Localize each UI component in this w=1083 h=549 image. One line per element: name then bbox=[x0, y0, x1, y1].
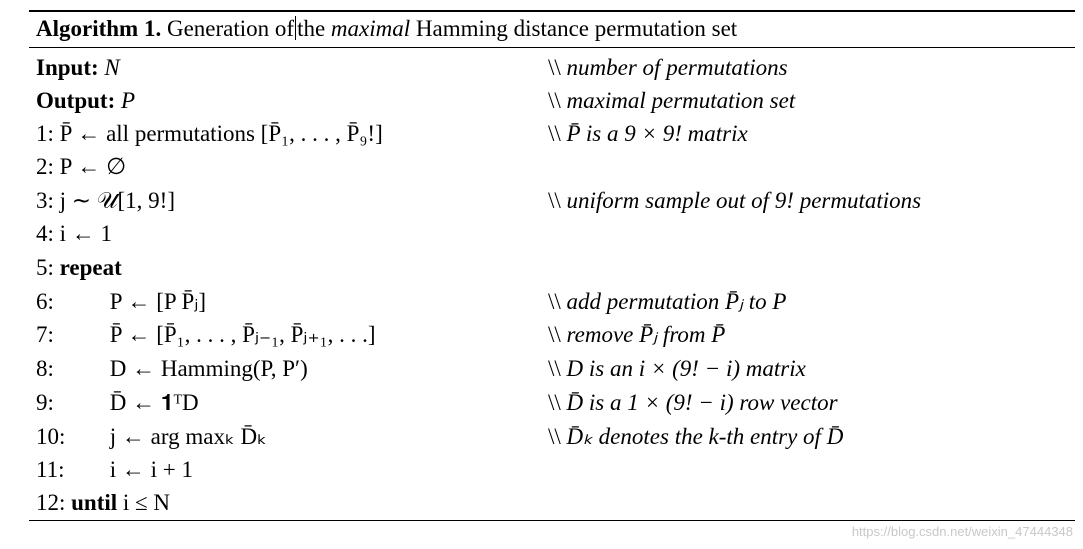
output-var: P bbox=[121, 88, 136, 113]
step-keyword: repeat bbox=[59, 255, 122, 280]
step-line bbox=[36, 252, 122, 284]
comment-text: add permutation P̄ⱼ to P bbox=[566, 289, 787, 314]
step-code: P̄ ← all permutations [P̄₁, . . . , P̄₉!] bbox=[59, 121, 383, 146]
step-code: j ∼ 𝒰[1, 9!] bbox=[59, 188, 175, 213]
comment-marker: \\ bbox=[548, 88, 561, 113]
step-number: 7: bbox=[36, 322, 54, 347]
comment-text: D̄ is a 1 × (9! − i) row vector bbox=[566, 390, 838, 415]
input-line bbox=[36, 52, 120, 84]
step-code: i ≤ N bbox=[122, 490, 171, 515]
step-code: P̄ ← [P̄₁, . . . , P̄ⱼ₋₁, P̄ⱼ₊₁, . . .] bbox=[109, 322, 376, 347]
step-number: 4: bbox=[36, 221, 54, 246]
step-number: 12: bbox=[36, 490, 66, 515]
comment-text: maximal permutation set bbox=[566, 88, 796, 113]
step-code: D̄ ← 𝟏ᵀD bbox=[109, 390, 199, 415]
comment-text: D̄ₖ denotes the k-th entry of D̄ bbox=[566, 424, 844, 449]
step-number: 10: bbox=[36, 424, 66, 449]
title-rule bbox=[29, 47, 1075, 48]
algorithm-title bbox=[36, 14, 737, 44]
step-number: 9: bbox=[36, 390, 54, 415]
comment-text: uniform sample out of 9! permutations bbox=[566, 188, 922, 213]
step-line bbox=[36, 185, 175, 217]
step-line bbox=[36, 421, 267, 453]
step-number: 3: bbox=[36, 188, 54, 213]
input-comment bbox=[548, 52, 788, 84]
step-code: P ← [P P̄ⱼ] bbox=[109, 289, 207, 314]
comment-marker: \\ bbox=[548, 55, 561, 80]
comment-marker: \\ bbox=[548, 322, 561, 347]
title-pre: Generation of bbox=[166, 16, 295, 41]
step-code: P ← ∅ bbox=[59, 154, 127, 179]
top-rule bbox=[29, 10, 1075, 12]
step-line bbox=[36, 454, 193, 486]
step-code: i ← 1 bbox=[59, 221, 113, 246]
input-label: Input: bbox=[36, 55, 99, 80]
step-comment bbox=[548, 421, 843, 453]
step-number: 5: bbox=[36, 255, 54, 280]
step-line bbox=[36, 218, 112, 250]
comment-marker: \\ bbox=[548, 424, 561, 449]
output-line bbox=[36, 85, 135, 117]
step-comment bbox=[548, 353, 806, 385]
text-cursor bbox=[295, 16, 296, 40]
comment-marker: \\ bbox=[548, 121, 561, 146]
watermark: https://blog.csdn.net/weixin_47444348 bbox=[851, 524, 1073, 539]
step-line bbox=[36, 286, 206, 318]
output-comment bbox=[548, 85, 795, 117]
output-label: Output: bbox=[36, 88, 116, 113]
step-line bbox=[36, 487, 170, 519]
input-var: N bbox=[104, 55, 120, 80]
comment-marker: \\ bbox=[548, 390, 561, 415]
step-number: 1: bbox=[36, 121, 54, 146]
comment-text: number of permutations bbox=[566, 55, 788, 80]
step-code: j ← arg maxₖ D̄ₖ bbox=[109, 424, 267, 449]
title-italic: maximal bbox=[330, 16, 411, 41]
step-line bbox=[36, 387, 199, 419]
comment-text: P̄ is a 9 × 9! matrix bbox=[566, 121, 748, 146]
comment-marker: \\ bbox=[548, 188, 561, 213]
step-line bbox=[36, 118, 383, 150]
step-line bbox=[36, 353, 308, 385]
step-code: i ← i + 1 bbox=[109, 457, 194, 482]
step-comment bbox=[548, 185, 921, 217]
step-comment bbox=[548, 319, 725, 351]
title-post: Hamming distance permutation set bbox=[415, 16, 738, 41]
comment-text: remove P̄ⱼ from P̄ bbox=[566, 322, 726, 347]
comment-marker: \\ bbox=[548, 356, 561, 381]
step-keyword: until bbox=[71, 490, 118, 515]
step-comment bbox=[548, 286, 786, 318]
title-the: the bbox=[297, 16, 326, 41]
algorithm-label: Algorithm 1. bbox=[36, 16, 162, 41]
comment-marker: \\ bbox=[548, 289, 561, 314]
step-comment bbox=[548, 118, 748, 150]
bottom-rule bbox=[29, 520, 1075, 521]
comment-text: D is an i × (9! − i) matrix bbox=[566, 356, 806, 381]
step-line bbox=[36, 319, 376, 351]
step-number: 8: bbox=[36, 356, 54, 381]
step-number: 2: bbox=[36, 154, 54, 179]
step-line bbox=[36, 151, 126, 183]
step-number: 11: bbox=[36, 457, 65, 482]
step-comment bbox=[548, 387, 838, 419]
step-code: D ← Hamming(P, P′) bbox=[109, 356, 308, 381]
step-number: 6: bbox=[36, 289, 54, 314]
